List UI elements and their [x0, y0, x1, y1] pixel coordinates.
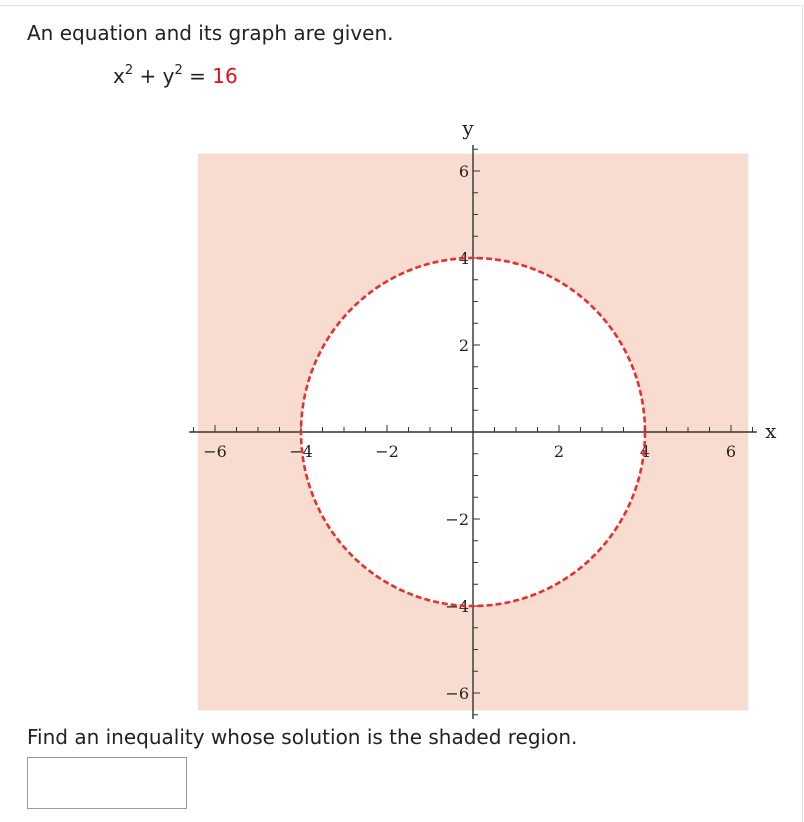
- x-tick-label: 6: [725, 442, 737, 461]
- x-tick-label: 2: [553, 442, 565, 461]
- x-axis-label: x: [765, 419, 777, 443]
- y-tick-label: 4: [458, 249, 469, 268]
- equation-x-exponent: 2: [124, 63, 134, 78]
- y-tick-label: 2: [458, 336, 469, 355]
- equation-x: x: [113, 64, 125, 88]
- equation-y-exponent: 2: [174, 63, 183, 78]
- x-tick-label: −2: [375, 442, 399, 461]
- question-text: Find an inequality whose solution is the shaded region.: [27, 725, 578, 749]
- y-tick-label: −4: [445, 597, 469, 616]
- prompt-text: An equation and its graph are given.: [27, 21, 394, 45]
- equation-plus: +: [139, 64, 157, 88]
- y-tick-label: −2: [445, 510, 469, 529]
- y-axis-label: y: [462, 115, 474, 140]
- equation-y: y: [162, 64, 175, 88]
- x-tick-label: −4: [289, 442, 313, 461]
- y-tick-label: −6: [445, 684, 469, 703]
- equation-rhs: 16: [212, 64, 238, 88]
- answer-input[interactable]: [27, 757, 187, 809]
- y-tick-label: 6: [458, 162, 469, 181]
- equation: [113, 63, 238, 89]
- x-tick-label: −6: [203, 442, 227, 461]
- x-tick-label: 4: [639, 442, 651, 461]
- graph: [190, 115, 777, 710]
- equation-equals: =: [189, 64, 206, 88]
